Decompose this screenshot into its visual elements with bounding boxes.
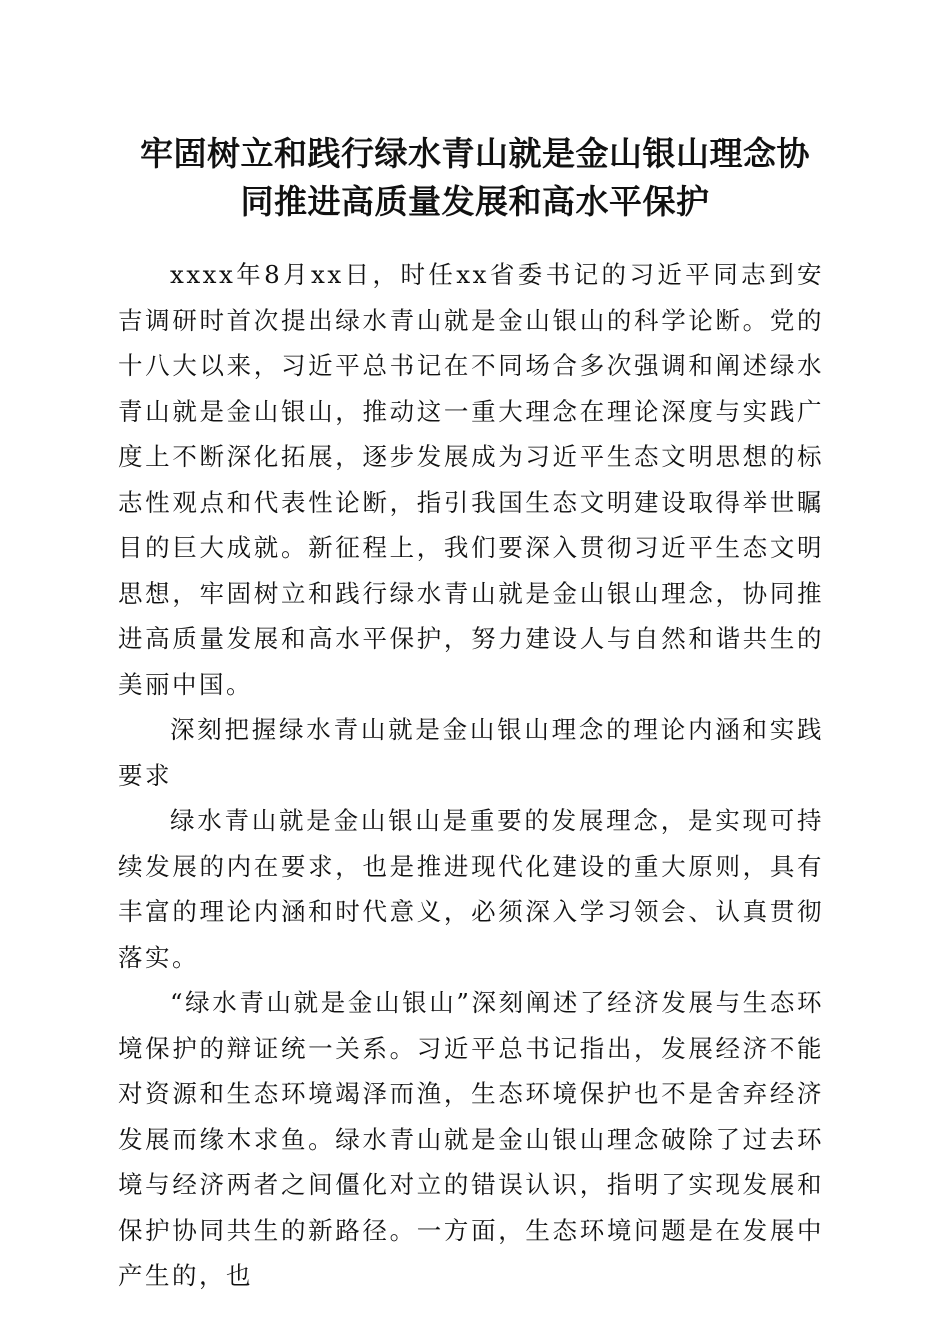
document-title	[110, 130, 840, 226]
title-line-2: 同推进高质量发展和高水平保护	[240, 182, 710, 221]
title-line-1: 牢固树立和践行绿水青山就是金山银山理念协	[140, 134, 810, 173]
section-heading: 深刻把握绿水青山就是金山银山理念的理论内涵和实践要求	[118, 715, 824, 790]
document-body	[118, 252, 824, 1299]
paragraph-intro: xxxx年8月xx日，时任xx省委书记的习近平同志到安吉调研时首次提出绿水青山就是金山银山的科学论断。党的十八大以来，习近平总书记在不同场合多次强调和阐述绿水青山就是金山银山，推动这一重大理念在理论深度与实践广度上不断深化拓展，逐步发展成为习近平生态文明思想的标志性观点和代表性论断，指引我国生态文明建设取得举世瞩目的巨大成就。新征程上，我们要深入贯彻习近平生态文明思想，牢固树立和践行绿水青山就是金山银山理念，协同推进高质量发展和高水平保护，努力建设人与自然和谐共生的美丽中国。	[118, 260, 824, 699]
paragraph-dialectic: “绿水青山就是金山银山”深刻阐述了经济发展与生态环境保护的辩证统一关系。习近平总书记指出，发展经济不能对资源和生态环境竭泽而渔，生态环境保护也不是舍弃经济发展而缘木求鱼。绿水青山就是金山银山理念破除了过去环境与经济两者之间僵化对立的错误认识，指明了实现发展和保护协同共生的新路径。一方面，生态环境问题是在发展中产生的，也	[118, 988, 824, 1290]
paragraph-concept: 绿水青山就是金山银山是重要的发展理念，是实现可持续发展的内在要求，也是推进现代化建设的重大原则，具有丰富的理论内涵和时代意义，必须深入学习领会、认真贯彻落实。	[118, 806, 824, 972]
